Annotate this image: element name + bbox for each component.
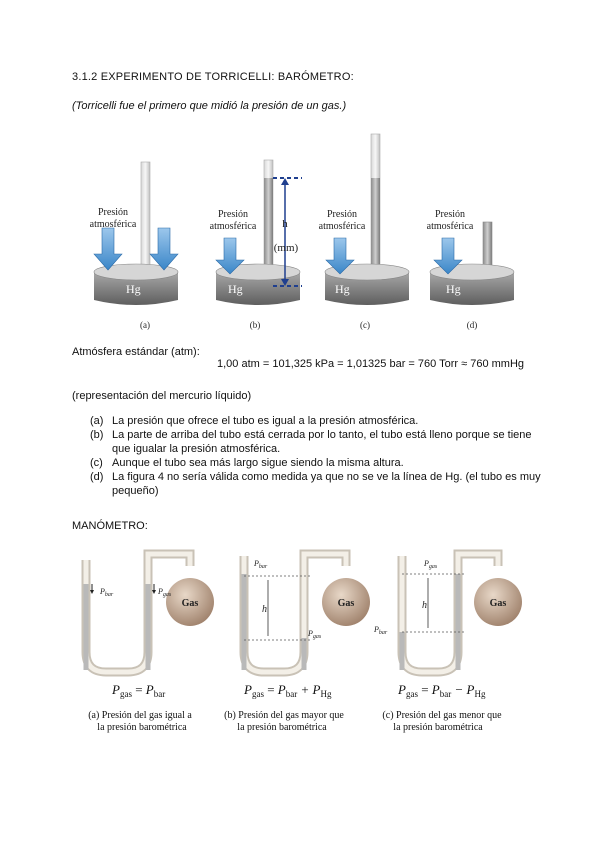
list-item (72, 414, 542, 428)
list-item-tag: (b) (90, 429, 104, 441)
panel-label-c: (c) (360, 320, 370, 330)
panel-label-d: (d) (466, 320, 478, 330)
gas-label: Gas (181, 598, 199, 609)
list-item-text: La parte de arriba del tubo está cerrada por lo tanto, el tubo está lleno porque se tiene que igualar la presión atmosférica. (112, 429, 532, 455)
pgas-p: P (424, 559, 429, 568)
manometer-equations (111, 682, 486, 699)
h-label: h (282, 218, 288, 230)
mercury-note: (representación del mercurio líquido) (72, 390, 252, 402)
manometer-figure (72, 540, 532, 750)
equation-b: $P_{gas} = P_{bar} + P_{Hg}$ (244, 682, 332, 699)
hg-label: Hg (446, 282, 461, 296)
manometer-captions (88, 710, 502, 733)
hg-label: Hg (126, 282, 141, 296)
panel-label-a: (a) (140, 320, 150, 330)
barometer-panel-d (427, 209, 514, 330)
hg-label: Hg (335, 282, 350, 296)
list-item-tag: (d) (90, 471, 104, 483)
svg-text:Pbar (99, 587, 114, 598)
manometer-title: MANÓMETRO: (72, 520, 148, 532)
gas-label: Gas (489, 598, 507, 609)
caption-b-line2: la presión barométrica (237, 722, 327, 733)
pressure-label-line1: Presión (435, 209, 465, 220)
barometer-figure (80, 130, 520, 335)
atm-equation: 1,00 atm = 101,325 kPa = 1,01325 bar = 760 Torr ≈ 760 mmHg (217, 358, 525, 370)
list-item-text: La figura 4 no sería válida como medida ya que no se ve la línea de Hg. (el tubo es muy pequeño) (112, 471, 541, 497)
barometer-panel-c (319, 134, 409, 330)
equation-c: $P_{gas} = P_{bar} - P_{Hg}$ (398, 682, 486, 699)
pbar-sub: bar (104, 592, 114, 598)
barometer-panel-b (210, 160, 302, 330)
barometer-panel-a (90, 162, 178, 330)
mm-label: (mm) (273, 242, 299, 254)
gas-label: Gas (337, 598, 355, 609)
pressure-label-line1: Presión (327, 209, 357, 220)
caption-c-line2: la presión barométrica (393, 722, 483, 733)
explanation-list (72, 414, 542, 498)
pgas-sub: gas (428, 564, 438, 570)
list-item (72, 428, 542, 456)
hg-label: Hg (228, 282, 243, 296)
list-item-text: Aunque el tubo sea más largo sigue siendo la misma altura. (112, 457, 404, 469)
pbar-p: P (374, 625, 379, 634)
list-item-tag: (c) (90, 457, 103, 469)
pressure-label-line2: atmosférica (426, 221, 474, 232)
svg-text:Pgas (307, 629, 322, 640)
svg-text:Pbar (253, 559, 268, 570)
manometer-panel-c (373, 554, 522, 672)
h-label: h (262, 604, 267, 615)
svg-text:Pgas (157, 587, 172, 598)
pressure-label-line1: Presión (218, 209, 248, 220)
svg-text:Pbar (373, 625, 388, 636)
equation-a: $P_{gas} = P_{bar}$ (112, 682, 166, 699)
manometer-panel-a (86, 554, 214, 672)
panel-label-b: (b) (249, 320, 261, 330)
pgas-p: P (158, 587, 163, 596)
list-item-tag: (a) (90, 415, 104, 427)
pbar-sub: bar (258, 564, 268, 570)
list-item (72, 456, 542, 470)
atm-label: Atmósfera estándar (atm): (72, 346, 200, 358)
pressure-label-line2: atmosférica (89, 219, 137, 230)
list-item-text: La presión que ofrece el tubo es igual a la presión atmosférica. (112, 415, 419, 427)
subtitle: (Torricelli fue el primero que midió la presión de un gas.) (72, 100, 347, 112)
pgas-sub: gas (162, 592, 172, 598)
manometer-panel-b (244, 554, 370, 672)
pressure-label-line1: Presión (98, 207, 128, 218)
caption-b-line1: (b) Presión del gas mayor que (224, 710, 344, 721)
h-label: h (422, 600, 427, 611)
pressure-label-line2: atmosférica (209, 221, 257, 232)
pbar-p: P (254, 559, 259, 568)
pbar-sub: bar (378, 630, 388, 636)
svg-text:Pgas (423, 559, 438, 570)
pgas-p: P (308, 629, 313, 638)
section-title: 3.1.2 EXPERIMENTO DE TORRICELLI: BARÓMETRO: (72, 71, 354, 83)
caption-c-line1: (c) Presión del gas menor que (382, 710, 502, 721)
list-item (72, 470, 542, 498)
pressure-label-line2: atmosférica (318, 221, 366, 232)
pbar-p: P (100, 587, 105, 596)
pgas-sub: gas (312, 634, 322, 640)
caption-a-line2: la presión barométrica (97, 722, 187, 733)
caption-a-line1: (a) Presión del gas igual a (88, 710, 192, 721)
